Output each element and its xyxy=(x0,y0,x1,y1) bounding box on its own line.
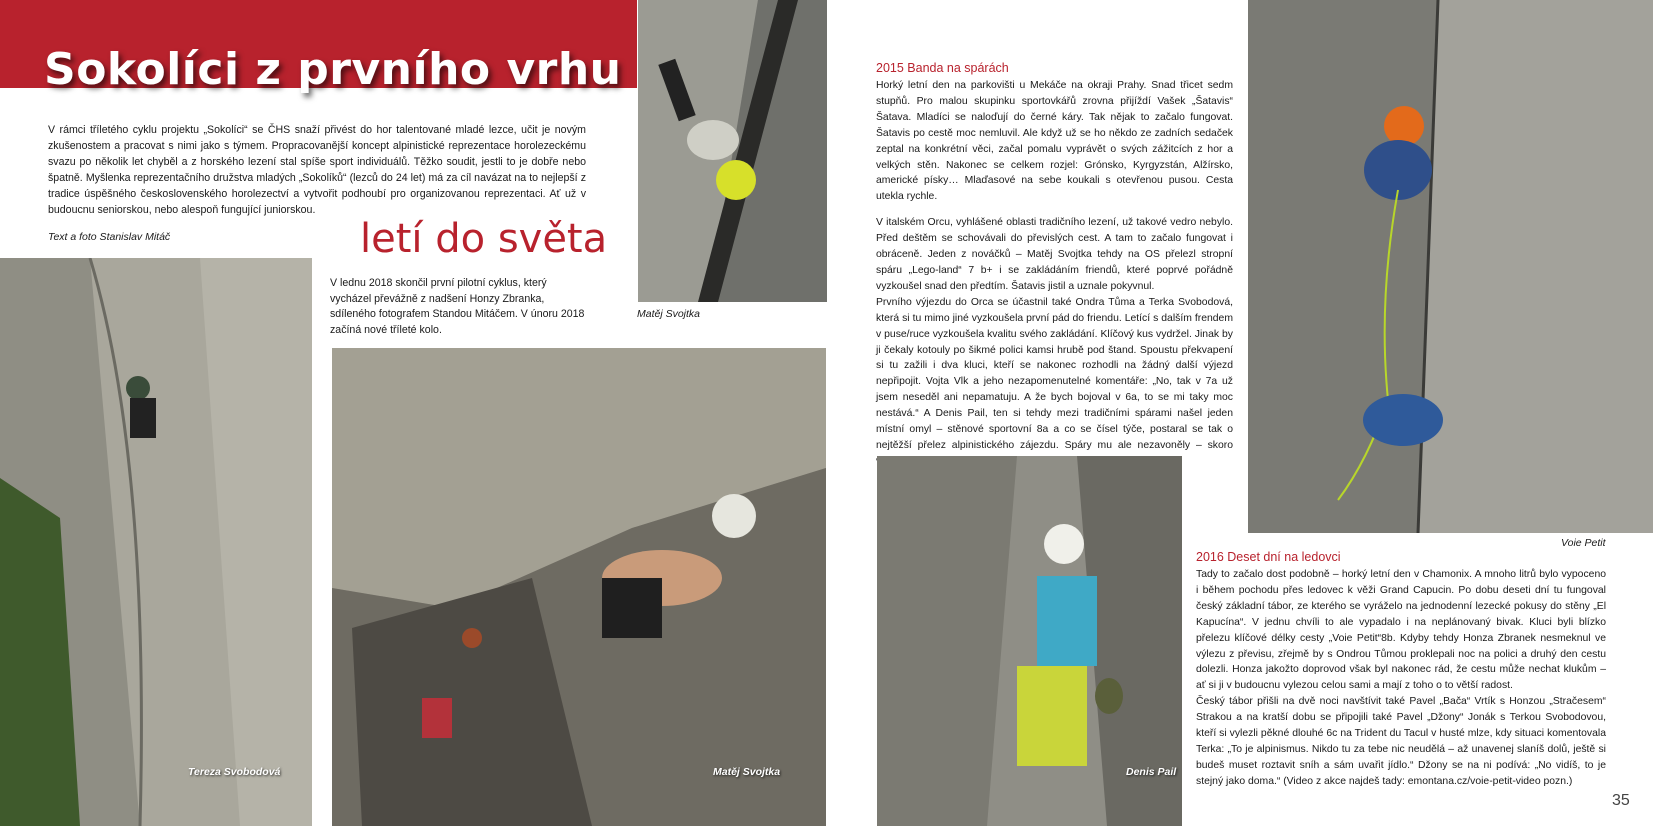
author-credit: Text a foto Stanislav Mitáč xyxy=(48,231,171,243)
photo-wall-climber xyxy=(0,258,312,826)
photo-overhang-climber xyxy=(332,348,826,826)
paragraph: Český tábor přišli na dvě noci navštívit také Pavel „Bača“ Vrtík s Honzou „Stračesem“ Strakou a na kratší dobu se připojili také Pavel „Džony“ Jonák s Terkou Svobodovou, kteří si vylezli pěkné dlouhé 6c na Trident du Tacul v husté mlze, kdy situaci komentovala Terka: „To je alpinismus. Nikdo tu za tebe nic neudělá – až unavenej slaníš dolů, ještě si budeš muset roztavit sníh a sám uvařit jídlo.“ Džony se na ni podívá: „No vidíš, to je stejný jako doma.“ (Video z akce najdeš tady: emontana.cz/voie-petit-video pozn.) xyxy=(1196,696,1606,787)
page-number: 35 xyxy=(1612,792,1630,809)
page-subtitle: letí do světa xyxy=(360,216,608,262)
section-heading-2015: 2015 Banda na spárách xyxy=(876,61,1009,75)
lead-paragraph: V lednu 2018 skončil první pilotní cyklus, který vycházel převážně z nadšení Honzy Zbranka, sdíleného fotografem Standou Mitáčem. V únoru 2018 začíná nové tříleté kolo. xyxy=(330,277,585,336)
caption-photo-top: Matěj Svojtka xyxy=(637,308,701,320)
caption-photo-left: Tereza Svobodová xyxy=(188,766,281,778)
caption-photo-right-top: Voie Petit xyxy=(1561,537,1606,549)
paragraph: Tady to začalo dost podobně – horký letní den v Chamonix. A mnoho litrů bylo vypoceno i během pochodu přes ledovec k věži Grand Capucin. Po dobu deseti dní tu fungoval český základní tábor, ze kterého se vyráželo na jednodenní lezecké pokusy do stěny „El Kapucína“. V jednu chvíli to ale vypadalo i na neplánovaný bivak. Kluci byli blízko přelezu klíčové délky cesty „Voie Petit“8b. Kdyby tehdy Honza Zbranek nesmeknul ve výlezu z převisu, zřejmě by s Ondrou Tůmou proklepali noc na polici a druhý den cestu dolezli. Honza jakožto doprovod však byl nakonec rád, že cestu může nechat klukům – ať si ji v budoucnu vylezou celou sami a mají z toho o to větší radost. xyxy=(1196,569,1606,692)
paragraph: Horký letní den na parkovišti u Mekáče na okraji Prahy. Snad třicet sedm stupňů. Pro malou skupinku sportovkářů zrovna přijíždí Vašek „Šatavis“ Šatava. Mladíci se naloďují do černé káry. Tak nějak to začalo fungovat. Šatavis po cestě moc nemluvil. Ale když už se ho někdo ze zadních sedaček zeptal na konkrétní věci, začal pomalu vyprávět o svých zážitcích z hor a velkých stěn. Nakonec se celkem rozjel: Grónsko, Kyrgyzstán, Alžírsko, americké písky… Mlaďasové na sebe koukali s otevřenou pusou. Cesta utekla rychle. xyxy=(876,80,1233,203)
paragraph: V italském Orcu, vyhlášené oblasti tradičního lezení, už takové vedro nebylo. Před deštěm se schovávali do převislých cest. A tam to začalo fungovat i obráceně. Jeden z nováčků – Matěj Svojtka tehdy na OS přelezl stropní spáru „Lego-land“ 7 b+ i se zakládáním friendů, které poprvé pořádně vyzkoušel snad den předtím. Šatavis jistil a uznale pokyvnul. xyxy=(876,217,1233,292)
intro-paragraph: V rámci tříletého cyklu projektu „Sokolíci“ se ČHS snaží přivést do hor talentované mladé lezce, učit je novým zkušenostem a pracovat s nimi jako s týmem. Propracovanější koncept alpinistické reprezentace horolezeckému svazu po několik let chyběl a z horského lezení stal spíše sport individuálů. Těžko soudit, jestli to je dobře nebo špatně. Myšlenka reprezentačního družstva mladých „Sokolíků“ (lezců do 24 let) má za cíl navázat na to nejlepší z tradice úspěšného československého horolezectví a vytvořit podhoubí pro organizovanou reprezentaci. Ať už v budoucnu seniorskou, nebo alespoň fungující juniorskou. xyxy=(48,124,586,216)
caption-photo-center: Matěj Svojtka xyxy=(713,766,781,778)
section-body-2016 xyxy=(1196,567,1606,790)
section-body-2015 xyxy=(876,78,1233,470)
caption-photo-right-bottom: Denis Pail xyxy=(1126,766,1177,778)
paragraph: Prvního výjezdu do Orca se účastnil také Ondra Tůma a Terka Svobodová, která si tu mimo jiné vyzkoušela první pád do friendu. Letící s dalším frendem v puse/ruce vyzkoušela kvalitu svého zakládání. Klíčový kus vydržel. Jinak by ji čekaly kotouly po šikmé polici kamsi hrubě pod štand. Spoustu překvapení si tu zažili i dva kluci, kteří se nakonec rozhodli na žádný další výjezd nepřipojit. Vojta Vlk a jeho nezapomenutelné komentáře: „No, tak v 7a už jsem neseděl ani nepamatuju. A že bych bojoval v 6a, to se mi taky moc nestává.“ A Denis Pail, ten si tehdy mezi tradičními spárami našel jeden místní omyl – stěnové sportovní 8a a co se čísel týče, postaral se tak o nejtěžší přelez alpinistického zájezdu. Spáry mu ale nezavoněly – skoro xyxy=(876,296,1233,451)
page-title: Sokolíci z prvního vrhu xyxy=(44,44,622,95)
photo-voie-petit xyxy=(1248,0,1653,533)
section-heading-2016: 2016 Deset dní na ledovci xyxy=(1196,550,1341,564)
photo-crack-climber xyxy=(638,0,827,302)
